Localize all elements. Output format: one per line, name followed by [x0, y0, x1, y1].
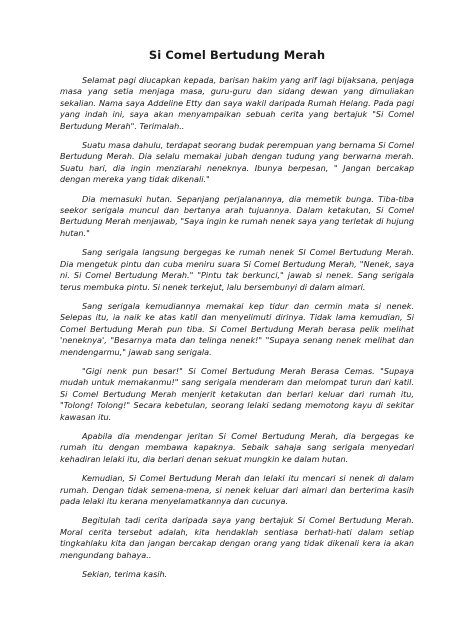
paragraph: Dia memasuki hutan. Sepanjang perjalanannya, dia memetik bunga. Tiba-tiba seekor serigala muncul dan bertanya arah tujuannya. Dalam ketakutan, Si Comel Bertudung Merah menjawab, "Saya ingin ke rumah nenek saya yang terletak di hujung hutan." — [60, 193, 414, 238]
paragraph-opening: Selamat pagi diucapkan kepada, barisan hakim yang arif lagi bijaksana, penjaga masa yang setia menjaga masa, guru-guru dan sidang dewan yang dimuliakan sekalian. Nama saya Addeline Etty dan saya wakil daripada Rumah Helang. Pada pagi yang indah ini, saya akan menyampaikan sebuah cerita yang bertajuk "Si Comel Bertudung Merah". Terimalah.. — [60, 75, 414, 131]
paragraph-moral: Begitulah tadi cerita daripada saya yang bertajuk Si Comel Bertudung Merah. Moral cerita tersebut adalah, kita hendaklah sentiasa berhati-hati dalam setiap tingkahlaku kita dan jangan bercakap dengan orang yang tidak dikenali kera ia akan mengundang bahaya.. — [60, 515, 414, 560]
document-title: Si Comel Bertudung Merah — [148, 48, 326, 62]
paragraph: Sang serigala langsung bergegas ke rumah nenek SI Comel Bertudung Merah. Dia mengetuk pintu dan cuba meniru suara Si Comel Bertudung Merah, "Nenek, saya ni. Si Comel Bertudung Merah." "Pintu tak berkunci," jawab si nenek. Sang serigala terus membuka pintu. Si nenek terkejut, lalu bersembunyi di dalam almari. — [60, 247, 414, 292]
paragraph: Apabila dia mendengar jeritan Si Comel Bertudung Merah, dia bergegas ke rumah itu dengan membawa kapaknya. Sebaik sahaja sang serigala menyedari kehadiran lelaki itu, dia berlari denan sekuat mungkin ke dalam hutan. — [60, 430, 414, 464]
paragraph: Kemudian, Si Comel Bertudung Merah dan lelaki itu mencari si nenek di dalam rumah. Dengan tidak semena-mena, si nenek keluar dari almari dan berterima kasih pada lelaki itu kerana menyelamatkannya dan cucunya. — [60, 473, 414, 506]
paragraph: Sang serigala kemudiannya memakai kep tidur dan cermin mata si nenek. Selepas itu, ia naik ke atas katil dan menyelimuti dirinya. Tidak lama kemudian, Si Comel Bertudung Merah pun tiba. Si Comel Bertudung Merah berasa pelik melihat 'neneknya', "Besarnya mata dan telinga nenek!" "Supaya senang nenek melihat dan mendengarmu," jawab sang serigala. — [60, 300, 414, 357]
paragraph: Suatu masa dahulu, terdapat seorang budak perempuan yang bernama Si Comel Bertudung Merah. Dia selalu memakai jubah dengan tudung yang berwarna merah. Suatu hari, dia ingin menziarahi neneknya. Ibunya berpesan, " Jangan bercakap dengan mereka yang tidak dikenali." — [60, 140, 414, 185]
paragraph-closing: Sekian, terima kasih. — [82, 569, 168, 580]
paragraph: "Gigi nenk pun besar!" Si Comel Bertudung Merah Berasa Cemas. "Supaya mudah untuk memakanmu!" sang serigala menderam dan melompat turun dari katil. Si Comel Bertudung Merah menjerit ketakutan dan berlari keluar dari rumah itu, "Tolong! Tolong!" Secara kebetulan, seorang lelaki sedang memotong kayu di sekitar kawasan itu. — [60, 365, 414, 422]
